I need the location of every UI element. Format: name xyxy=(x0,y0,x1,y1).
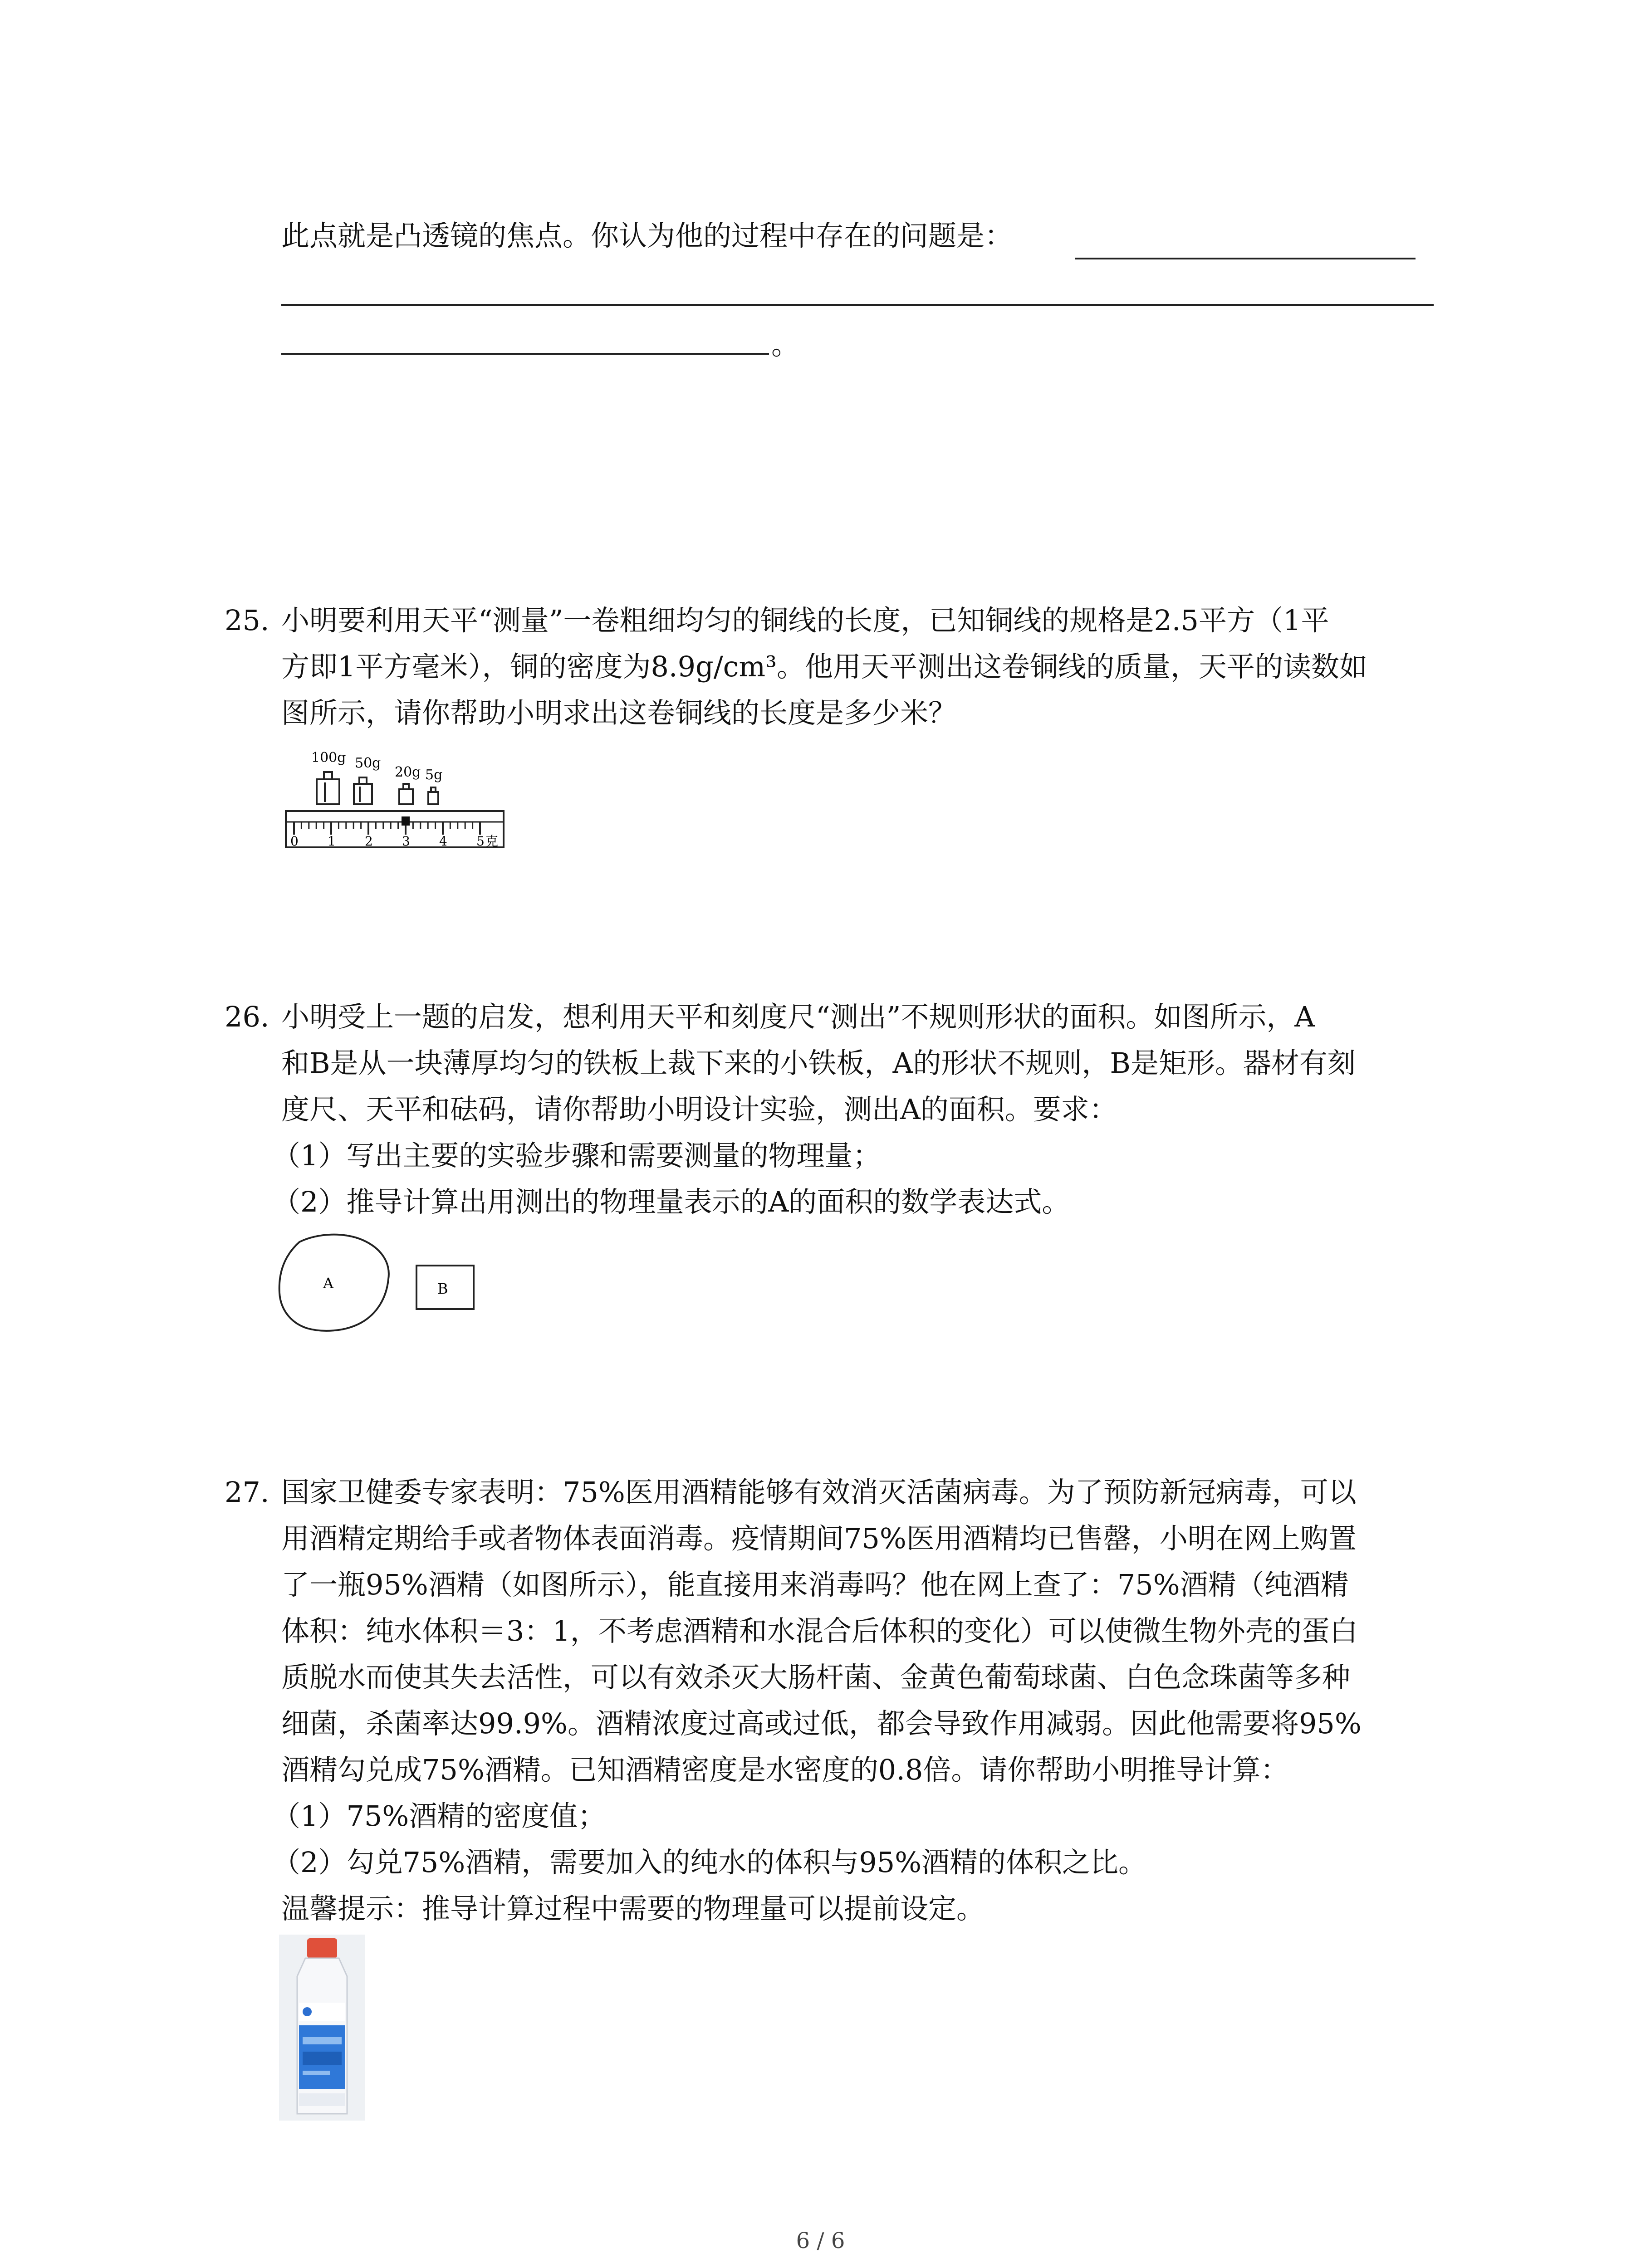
plate-b-label: B xyxy=(437,1280,448,1297)
irregular-plate-a xyxy=(279,1235,389,1331)
plate-a-label: A xyxy=(323,1275,334,1292)
answer-blank[interactable] xyxy=(281,353,769,355)
scale-tick-label: 1 xyxy=(328,834,336,849)
weight-50g xyxy=(354,777,372,804)
scale-tick-label: 3 xyxy=(402,834,410,849)
q27-text-line: 细菌，杀菌率达99.9%。酒精浓度过高或过低，都会导致作用减弱。因此他需要将95% xyxy=(281,1707,1362,1740)
weight-label: 50g xyxy=(355,755,381,771)
plates-figure xyxy=(272,1229,481,1343)
weight-100g xyxy=(317,772,339,804)
question-number: 27. xyxy=(225,1476,269,1509)
q24-continuation xyxy=(281,213,1434,363)
balance-beam-scale xyxy=(286,811,504,847)
q27-question-text xyxy=(272,1470,1461,1941)
q25-question-text xyxy=(281,598,1461,743)
q26-text-line: 和B是从一块薄厚均匀的铁板上裁下来的小铁板，A的形状不规则，B是矩形。器材有刻 xyxy=(281,1046,1356,1080)
q27-text-line: 酒精勾兑成75%酒精。已知酒精密度是水密度的0.8倍。请你帮助小明推导计算： xyxy=(281,1753,1289,1786)
weight-label: 20g xyxy=(395,764,421,780)
balance-rider[interactable] xyxy=(402,816,410,826)
alcohol-bottle-photo xyxy=(279,1935,365,2121)
q24-text-line: 此点就是凸透镜的焦点。你认为他的过程中存在的问题是： xyxy=(281,219,1013,252)
q27-text-line: （1）75%酒精的密度值； xyxy=(272,1799,606,1833)
q27-text-line: 体积：纯水体积＝3：1，不考虑酒精和水混合后体积的变化）可以使微生物外壳的蛋白 xyxy=(281,1614,1358,1647)
q27-text-line: 国家卫健委专家表明：75%医用酒精能够有效消灭活菌病毒。为了预防新冠病毒，可以 xyxy=(281,1476,1357,1509)
q26-text-line: 度尺、天平和砝码，请你帮助小明设计实验，测出A的面积。要求： xyxy=(281,1093,1117,1126)
q26-text-line: （1）写出主要的实验步骤和需要测量的物理量； xyxy=(272,1139,881,1172)
q24-end-mark: 。 xyxy=(771,328,800,361)
scale-tick-label: 2 xyxy=(365,834,373,849)
scale-unit-label: 克 xyxy=(485,834,499,849)
q26-question-text xyxy=(272,994,1461,1230)
question-number: 25. xyxy=(225,604,269,637)
q27-text-line: 温馨提示：推导计算过程中需要的物理量可以提前设定。 xyxy=(281,1892,985,1925)
page-number: 6 / 6 xyxy=(796,2228,845,2253)
weight-label: 100g xyxy=(311,750,346,766)
q26-text-line: （2）推导计算出用测出的物理量表示的A的面积的数学表达式。 xyxy=(272,1185,1070,1218)
q26-text-line: 小明受上一题的启发，想利用天平和刻度尺“测出”不规则形状的面积。如图所示，A xyxy=(281,1000,1315,1033)
weight-5g xyxy=(428,787,438,804)
q25-text-line: 方即1平方毫米），铜的密度为8.9g/cm³。他用天平测出这卷铜线的质量，天平的读数如 xyxy=(281,650,1367,683)
weight-label: 5g xyxy=(425,767,443,783)
scale-tick-label: 5 xyxy=(476,834,485,849)
answer-blank[interactable] xyxy=(281,304,1434,306)
scale-tick-label: 4 xyxy=(439,834,447,849)
q25-text-line: 图所示，请你帮助小明求出这卷铜线的长度是多少米？ xyxy=(281,696,957,729)
q25-text-line: 小明要利用天平“测量”一卷粗细均匀的铜线的长度，已知铜线的规格是2.5平方（1平 xyxy=(281,604,1329,637)
balance-figure xyxy=(272,744,517,871)
scale-tick-label: 0 xyxy=(290,834,299,849)
answer-blank[interactable] xyxy=(1075,258,1416,259)
q27-text-line: 了一瓶95%酒精（如图所示），能直接用来消毒吗？他在网上查了：75%酒精（纯酒精 xyxy=(281,1568,1349,1601)
q27-text-line: 用酒精定期给手或者物体表面消毒。疫情期间75%医用酒精均已售罄，小明在网上购置 xyxy=(281,1522,1357,1555)
question-number: 26. xyxy=(225,1000,269,1033)
weight-20g xyxy=(399,784,413,804)
q27-text-line: 质脱水而使其失去活性，可以有效杀灭大肠杆菌、金黄色葡萄球菌、白色念珠菌等多种 xyxy=(281,1661,1351,1694)
q27-text-line: （2）勾兑75%酒精，需要加入的纯水的体积与95%酒精的体积之比。 xyxy=(272,1846,1147,1879)
